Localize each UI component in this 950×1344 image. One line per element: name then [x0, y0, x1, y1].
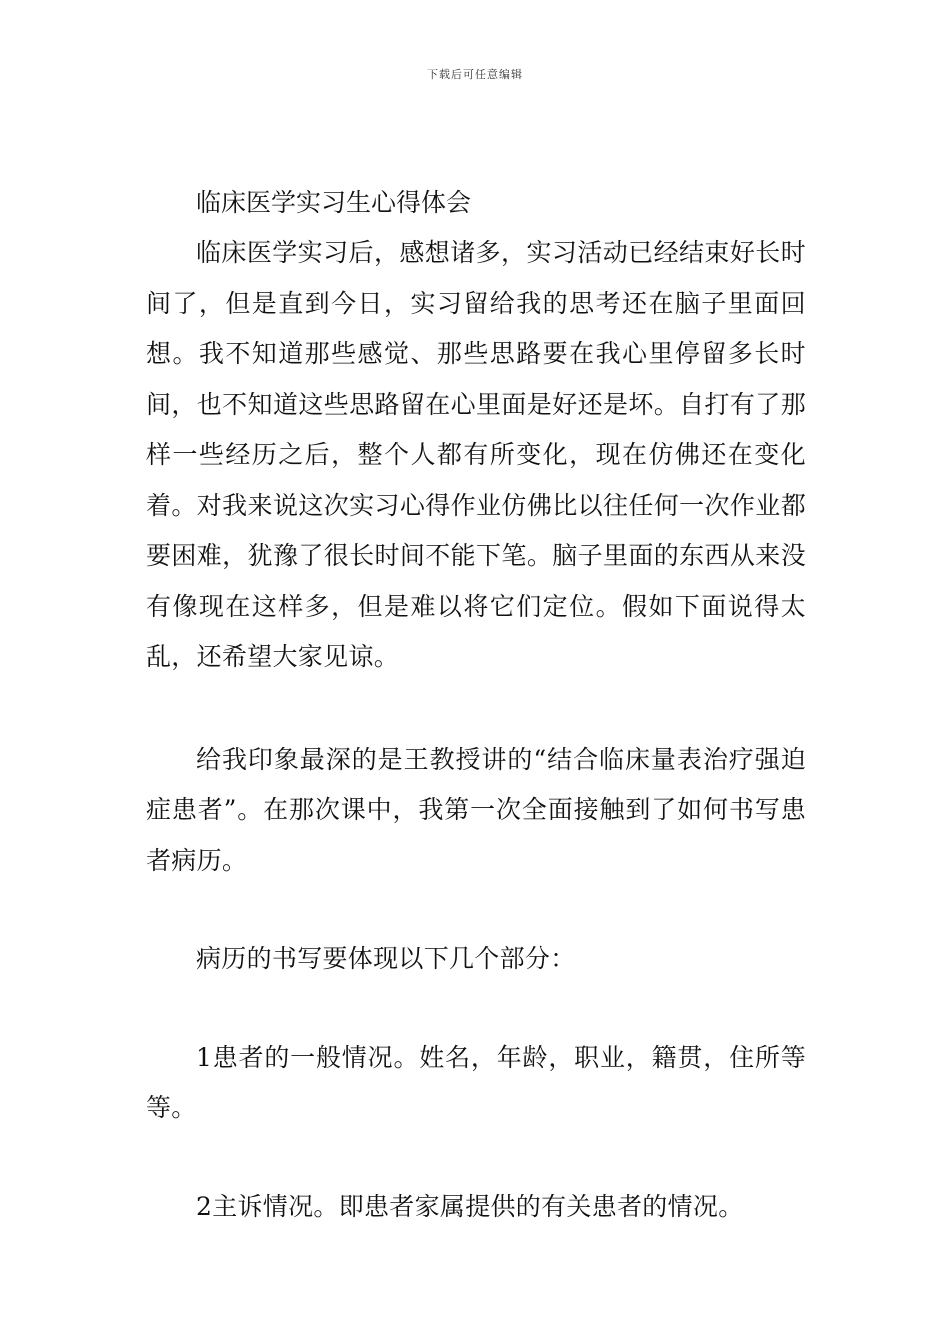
document-title: 临床医学实习生心得体会	[196, 188, 472, 217]
paragraph-record-parts: 病历的书写要体现以下几个部分：	[196, 944, 576, 973]
paragraph-item-2: 2主诉情况。即患者家属提供的有关患者的情况。	[196, 1191, 744, 1221]
page-header: 下载后可任意编辑	[427, 68, 523, 81]
paragraph-item-1: 1患者的一般情况。姓名，年龄，职业，籍贯，住所等等。	[146, 1042, 806, 1122]
document-body	[146, 178, 806, 1232]
paragraph-impression: 给我印象最深的是王教授讲的“结合临床量表治疗强迫症患者”。在那次课中，我第一次全面接触到了如何书写患者病历。	[146, 744, 806, 875]
paragraph-intro: 临床医学实习后，感想诸多，实习活动已经结束好长时间了，但是直到今日，实习留给我的思考还在脑子里面回想。我不知道那些感觉、那些思路要在我心里停留多长时间，也不知道这些思路留在心里面是好还是坏。自打有了那样一些经历之后，整个人都有所变化，现在仿佛还在变化着。对我来说这次实习心得作业仿佛比以往任何一次作业都要困难，犹豫了很长时间不能下笔。脑子里面的东西从来没有像现在这样多，但是难以将它们定位。假如下面说得太乱，还希望大家见谅。	[146, 238, 806, 671]
